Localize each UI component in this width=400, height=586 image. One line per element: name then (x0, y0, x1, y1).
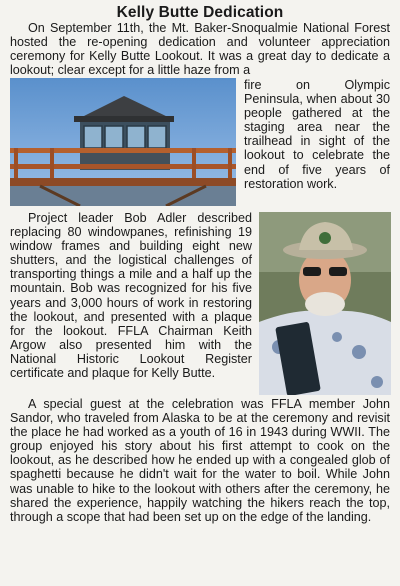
article-title: Kelly Butte Dedication (116, 4, 284, 21)
intro-wrap-text: fire on Olympic Peninsula, when about 30 people gathered at the staging area near the trailhead in sight of the lookout to celebrate the end of five years of restoration work. (244, 78, 390, 191)
paragraph-3-text: A special guest at the celebration was FFLA member John Sandor, who traveled from Alaska to be at the ceremony and revisit the place he had worked as a youth of 16 in 1943 during WWII. The group enjoyed his story about his first attempt to cook on the lookout, as he described how he ended up with a congealed glob of spaghetti because he didn't wait for the water to boil. While John was unable to hike to the lookout with others after the ceremony, he shared the experience, happily watching the hikers reach the top, through a scope that had been set up on the edge of the landing. (10, 397, 390, 524)
lookout-illustration (10, 78, 236, 206)
intro-paragraph (10, 21, 390, 77)
paragraph-2-text: Project leader Bob Adler described replacing 80 windowpanes, refinishing 19 window frames and building eight new shutters, and the logistical challenges of transporting things a mile and a half up the mountain. Bob was recognized for his five years and 3,000 hours of work in restoring the lookout, and presented with a plaque for the lookout. FFLA Chairman Keith Argow also presented him with the National Historic Lookout Register certificate and plaque for Kelly Butte. (10, 211, 252, 381)
bob-adler-illustration (259, 212, 391, 395)
intro-text: On September 11th, the Mt. Baker-Snoqualmie National Forest hosted the re-opening dedication and volunteer appreciation ceremony for Kelly Butte Lookout. It was a great day to dedicate a lookout; clear except for a little haze from a (10, 21, 390, 78)
lookout-photo (10, 78, 236, 206)
paragraph-3 (10, 397, 390, 524)
bob-adler-photo (259, 212, 391, 395)
intro-wrap-column (244, 78, 390, 191)
paragraph-2 (10, 211, 252, 380)
